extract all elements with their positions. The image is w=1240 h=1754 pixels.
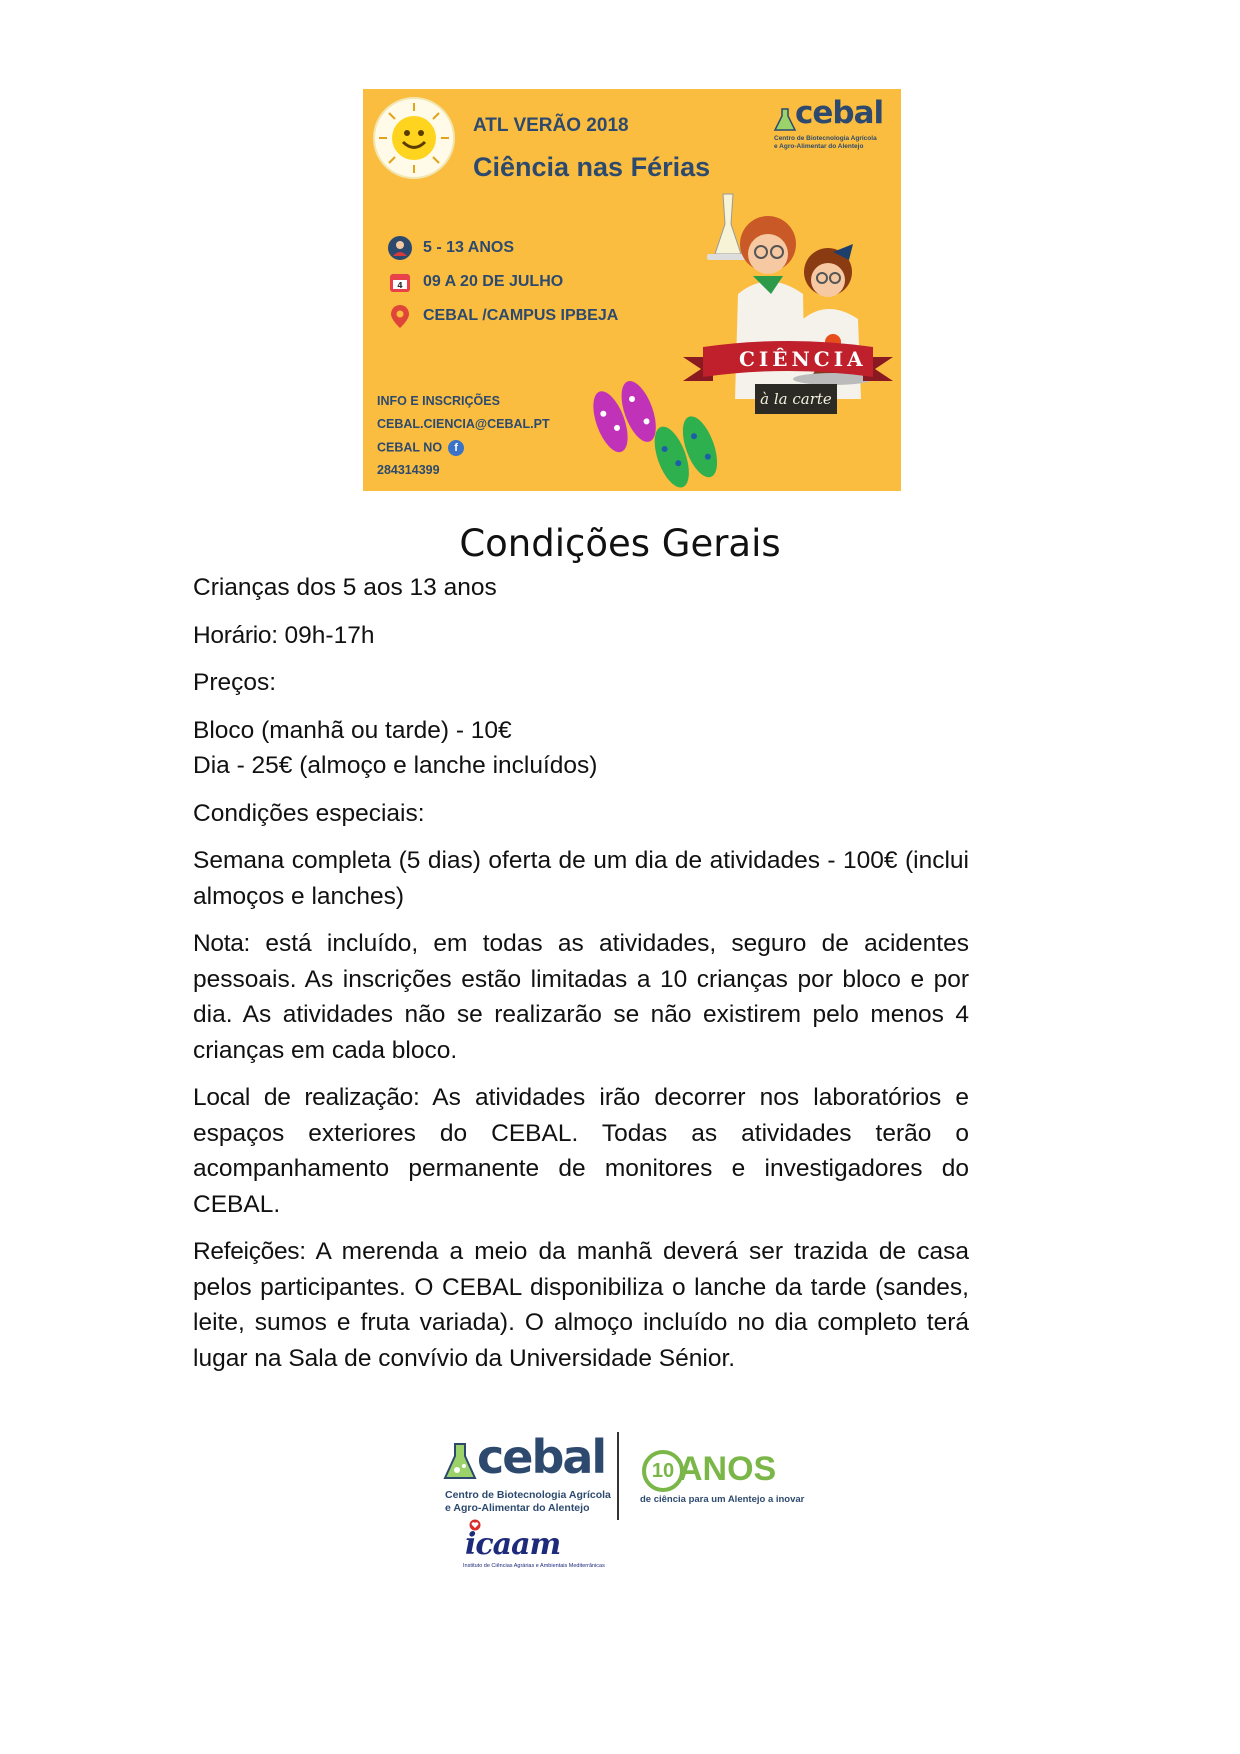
facebook-icon: f <box>448 440 464 456</box>
location-text: As atividades irão decorrer nos laboratórios e espaços exteriores do CEBAL. Todas as atividades terão o acompanhamento permanente de monitores e investigadores do CEBAL. <box>193 1084 970 1218</box>
flask-icon <box>773 107 797 133</box>
price-day: Dia - 25€ (almoço e lanche incluídos) <box>193 752 598 779</box>
prices-label: Preços: <box>193 669 277 696</box>
poster-title: Ciência nas Férias <box>473 152 711 182</box>
cebal-logo-tagline: Centro de Biotecnologia Agrícola <box>774 135 877 142</box>
footer-cebal-name: cebal <box>477 1430 606 1484</box>
poster-age-row <box>387 235 514 261</box>
location-label: Local de realização: <box>193 1084 420 1111</box>
footer-cebal-tagline: e Agro-Alimentar do Alentejo <box>445 1502 590 1514</box>
location-pin-icon <box>387 303 413 329</box>
schedule-label: Horário: <box>193 621 278 649</box>
poster-social-label: CEBAL NO <box>377 440 443 455</box>
event-poster <box>363 89 901 491</box>
poster-dates: 09 A 20 DE JULHO <box>423 273 564 290</box>
prices-list <box>193 713 969 784</box>
ten-years-number: 10 <box>642 1450 684 1492</box>
page-title: Condições Gerais <box>459 522 781 565</box>
footer-divider <box>617 1432 619 1520</box>
note-text: está incluído, em todas as atividades, seguro de acidentes pessoais. As inscrições estão limitadas a 10 crianças por bloco e por dia. As atividades não se realizarão se não existirem pelo menos 4 crianças em cada bloco. <box>193 930 969 1064</box>
flip-flops-illustration <box>588 379 728 489</box>
meals-label: Refeições: <box>193 1238 306 1265</box>
poster-dates-row <box>387 269 563 295</box>
chalkboard-sign: à la carte <box>755 384 837 414</box>
poster-email: CEBAL.CIENCIA@CEBAL.PT <box>377 417 550 431</box>
cebal-logo <box>773 95 893 150</box>
location <box>193 1080 969 1222</box>
svg-text:4: 4 <box>397 281 403 290</box>
poster-place-row <box>387 303 618 329</box>
poster-phone: 284314399 <box>377 463 440 477</box>
ribbon-text: CIÊNCIA <box>739 347 867 371</box>
sun-icon <box>371 95 457 181</box>
cebal-logo-tagline: e Agro-Alimentar do Alentejo <box>774 143 864 150</box>
schedule-value: 09h-17h <box>277 621 375 649</box>
poster-social <box>377 440 464 456</box>
ten-years-slogan: de ciência para um Alentejo a inovar <box>640 1494 805 1505</box>
meals-text: A merenda a meio da manhã deverá ser trazida de casa pelos participantes. O CEBAL disponibiliza o lanche da tarde (sandes, leite, sumos e fruta variada). O almoço incluído no dia completo terá lugar na Sala de convívio da Universidade Sénior. <box>193 1238 969 1372</box>
note <box>193 926 969 1068</box>
price-block: Bloco (manhã ou tarde) - 10€ <box>193 716 512 744</box>
schedule <box>193 618 969 654</box>
footer-cebal-logo <box>443 1430 611 1514</box>
child-icon <box>387 235 413 261</box>
meals <box>193 1234 969 1376</box>
ten-years-logo <box>640 1450 805 1510</box>
calendar-icon <box>387 269 413 295</box>
age-range: Crianças dos 5 aos 13 anos <box>193 574 497 601</box>
note-label: Nota: <box>193 930 251 957</box>
special-conditions-label: Condições especiais: <box>193 799 425 827</box>
icaam-name: icaam <box>465 1527 561 1562</box>
poster-place: CEBAL /CAMPUS IPBEJA <box>423 307 619 324</box>
general-conditions <box>193 570 969 1388</box>
icaam-subtitle: Instituto de Ciências Agrárias e Ambientais Mediterrânicas <box>463 1563 605 1569</box>
flask-icon <box>443 1442 477 1482</box>
cebal-logo-name: cebal <box>795 95 884 131</box>
footer-cebal-tagline: Centro de Biotecnologia Agrícola <box>445 1489 611 1501</box>
icaam-logo <box>463 1525 605 1575</box>
poster-age: 5 - 13 ANOS <box>423 239 514 256</box>
poster-atl-label: ATL VERÃO 2018 <box>473 115 629 136</box>
special-conditions-text: Semana completa (5 dias) oferta de um dia de atividades - 100€ (inclui almoços e lanches) <box>193 847 969 910</box>
poster-info-heading: INFO E INSCRIÇÕES <box>377 394 500 408</box>
ten-years-word: ANOS <box>678 1450 777 1488</box>
